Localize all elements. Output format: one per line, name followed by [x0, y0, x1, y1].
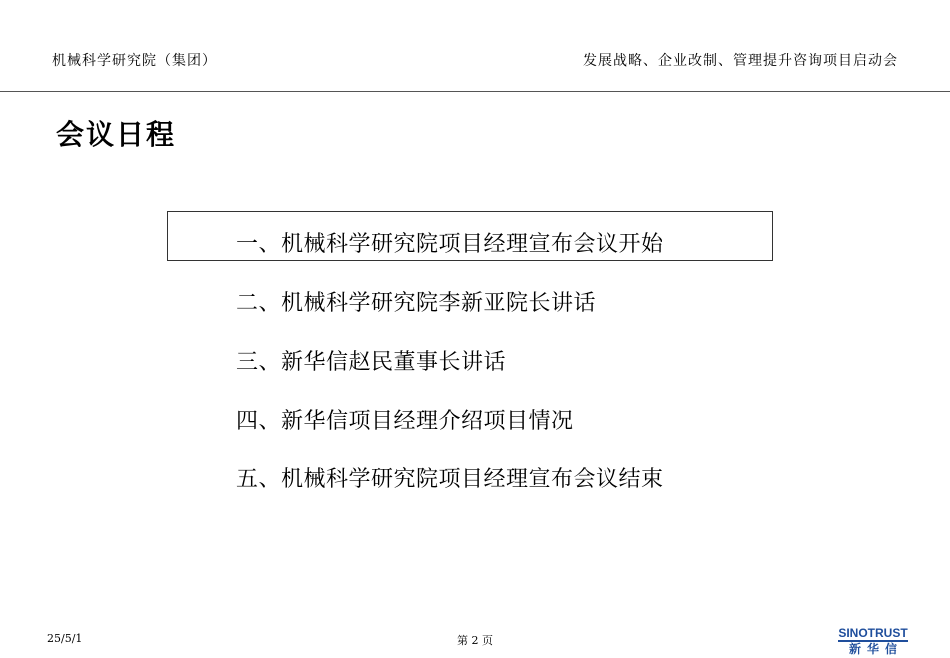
page-title: 会议日程	[56, 118, 177, 151]
logo-text-cn: 新华信	[848, 642, 903, 656]
footer-date: 25/5/1	[47, 632, 83, 645]
header-divider	[0, 91, 950, 92]
sinotrust-logo	[836, 627, 910, 656]
agenda-item: 三、新华信赵民董事长讲话	[236, 350, 507, 375]
agenda-item: 五、机械科学研究院项目经理宣布会议结束	[236, 467, 664, 492]
footer-page-number: 第 2 页	[457, 634, 493, 647]
header-org-name: 机械科学研究院（集团）	[52, 53, 217, 69]
header-meeting-name: 发展战略、企业改制、管理提升咨询项目启动会	[583, 53, 898, 69]
agenda-item: 二、机械科学研究院李新亚院长讲话	[236, 291, 597, 316]
logo-text-en: SINOTRUST	[838, 626, 908, 640]
agenda-item: 四、新华信项目经理介绍项目情况	[236, 409, 574, 434]
agenda-item: 一、机械科学研究院项目经理宣布会议开始	[236, 232, 664, 257]
